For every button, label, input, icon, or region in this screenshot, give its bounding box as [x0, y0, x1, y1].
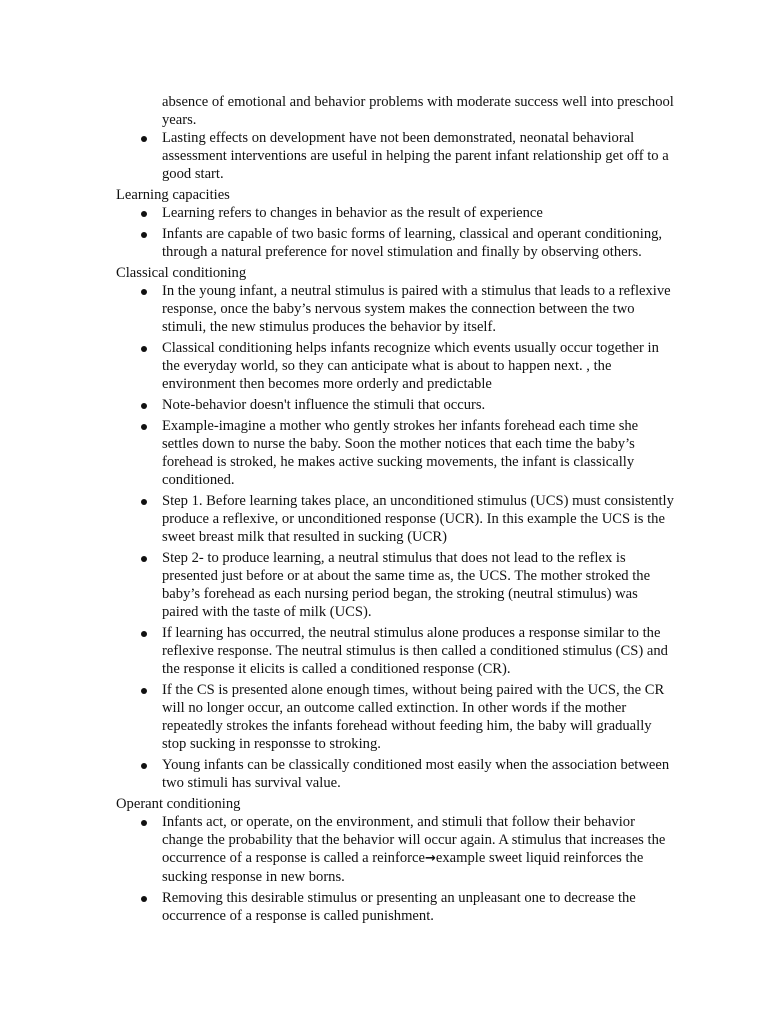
list-item-text: If the CS is presented alone enough times, without being paired with the UCS, the CR will no longer occur, an outcome called extinction. In other words if the mother repeatedly strokes the infants forehead without feeding him, the baby will gradually stop sucking in responsse to stroking. [162, 682, 665, 752]
list-item-text: Young infants can be classically conditioned most easily when the association between two stimuli has survival value. [162, 757, 670, 791]
list-item [116, 889, 676, 925]
list-item [116, 396, 676, 414]
bullet-icon [141, 896, 147, 902]
arrow-right-icon: → [424, 851, 436, 866]
list-item [116, 756, 676, 792]
list-item [116, 492, 676, 546]
list-item-text: Removing this desirable stimulus or presenting an unpleasant one to decrease the occurrence of a response is called punishment. [162, 890, 636, 924]
reinforce-text: Infants act, or operate, on the environment, and stimuli that follow their behavior change the probability that the behavior will occur again. A stimulus that increases the occurrence of a response is called a reinforce [162, 814, 666, 866]
section-heading-learning-capacities: Learning capacities [116, 187, 230, 203]
list-item-text: Step 2- to produce learning, a neutral stimulus that does not lead to the reflex is presented just before or at about the same time as, the UCS. The mother stroked the baby’s forehead as each nursing period began, the stroking (neutral stimulus) was paired with the taste of milk (UCS). [162, 550, 651, 620]
list-item [116, 681, 676, 753]
bullet-icon [141, 211, 147, 217]
list-item [116, 813, 676, 886]
list-item-text: In the young infant, a neutral stimulus is paired with a stimulus that leads to a reflexive response, once the baby’s nervous system makes the connection between the two stimuli, the new stimulus produces the behavior by itself. [162, 283, 671, 335]
list-item [116, 624, 676, 678]
section-heading-operant-conditioning: Operant conditioning [116, 796, 241, 812]
document-body [116, 93, 676, 928]
bullet-icon [141, 763, 147, 769]
section-heading-classical-conditioning: Classical conditioning [116, 265, 247, 281]
classical-conditioning-list [116, 282, 676, 792]
list-item [116, 549, 676, 621]
list-item-text: Step 1. Before learning takes place, an unconditioned stimulus (UCS) must consistently produce a reflexive, or unconditioned response (UCR). In this example the UCS is the sweet breast milk that resulted in sucking (UCR) [162, 493, 674, 545]
list-item [116, 282, 676, 336]
list-item-text [162, 814, 665, 885]
continuation-paragraph: absence of emotional and behavior problems with moderate success well into preschool years. [162, 94, 674, 128]
learning-capacities-list [116, 204, 676, 261]
bullet-icon [141, 631, 147, 637]
bullet-icon [141, 403, 147, 409]
bullet-icon [141, 556, 147, 562]
list-item-text: Infants are capable of two basic forms of learning, classical and operant conditioning, through a natural preference for novel stimulation and finally by observing others. [162, 226, 663, 260]
list-item-text: Lasting effects on development have not been demonstrated, neonatal behavioral assessment interventions are useful in helping the parent infant relationship get off to a good start. [162, 130, 669, 182]
bullet-icon [141, 346, 147, 352]
list-item-text: Note-behavior doesn't influence the stimuli that occurs. [162, 397, 486, 413]
bullet-icon [141, 820, 147, 826]
list-item-text: Example-imagine a mother who gently strokes her infants forehead each time she settles down to nurse the baby. Soon the mother notices that each time the baby’s forehead is stroked, he makes active sucking movements, the infant is classically conditioned. [162, 418, 639, 488]
list-item-text: If learning has occurred, the neutral stimulus alone produces a response similar to the reflexive response. The neutral stimulus is then called a conditioned stimulus (CS) and the response it elicits is called a conditioned response (CR). [162, 625, 668, 677]
bullet-icon [141, 499, 147, 505]
bullet-icon [141, 232, 147, 238]
operant-conditioning-list [116, 813, 676, 925]
bullet-icon [141, 289, 147, 295]
list-item-text: Learning refers to changes in behavior as the result of experience [162, 205, 543, 221]
top-bullet-list [116, 129, 676, 183]
list-item [116, 339, 676, 393]
list-item [116, 204, 676, 222]
list-item [116, 129, 676, 183]
list-item [116, 417, 676, 489]
list-item-text: Classical conditioning helps infants recognize which events usually occur together in the everyday world, so they can anticipate what is about to happen next. , the environment then becomes more orderly and predictable [162, 340, 659, 392]
bullet-icon [141, 424, 147, 430]
list-item [116, 225, 676, 261]
reinforce-example-text: example sweet liquid reinforces the sucking response in new borns. [162, 850, 644, 885]
bullet-icon [141, 136, 147, 142]
bullet-icon [141, 688, 147, 694]
